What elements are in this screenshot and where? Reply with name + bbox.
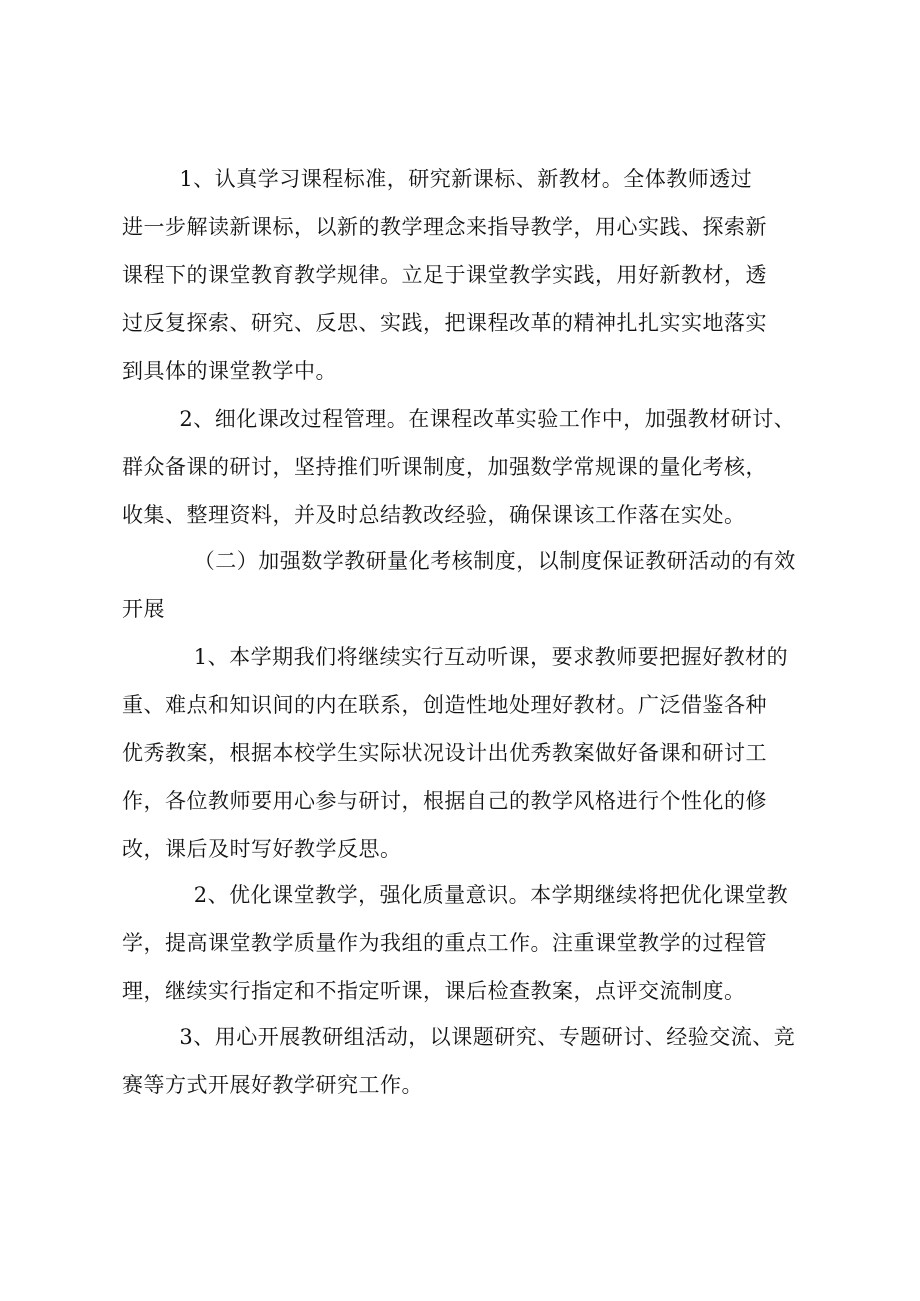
section-heading-2: （二）加强数学教研量化考核制度，以制度保证教研活动的有效 开展 (122, 549, 796, 621)
paragraph-5: 3、用心开展教研组活动，以课题研究、专题研讨、经验交流、竞 赛等方式开展好教学研究工作。 (122, 1025, 796, 1097)
paragraph-4: 2、优化课堂教学，强化质量意识。本学期继续将把优化课堂教 学，提高课堂教学质量作为我组的重点工作。注重课堂教学的过程管 理，继续实行指定和不指定听课，课后检查教案，点评交流制度。 (122, 883, 789, 1003)
paragraph-3: 1、本学期我们将继续实行互动听课，要求教师要把握好教材的 重、难点和知识间的内在联系，创造性地处理好教材。广泛借鉴各种 优秀教案，根据本校学生实际状况设计出优秀教案做好备课和研讨工 作，各位教师要用心参与研讨，根据自己的教学风格进行个性化的修 改，课后及时写好教学反思。 (122, 645, 789, 861)
paragraph-2: 2、细化课改过程管理。在课程改革实验工作中，加强教材研讨、 群众备课的研讨，坚持推们听课制度，加强数学常规课的量化考核， 收集、整理资料，并及时总结教改经验，确保课该工作落在实处。 (122, 407, 796, 527)
paragraph-1: 1、认真学习课程标准，研究新课标、新教材。全体教师透过 进一步解读新课标，以新的教学理念来指导教学，用心实践、探索新 课程下的课堂教育教学规律。立足于课堂教学实践，用好新教材，透 过反复探索、研究、反思、实践，把课程改革的精神扎扎实实地落实 到具体的课堂教学中。 (122, 167, 767, 383)
